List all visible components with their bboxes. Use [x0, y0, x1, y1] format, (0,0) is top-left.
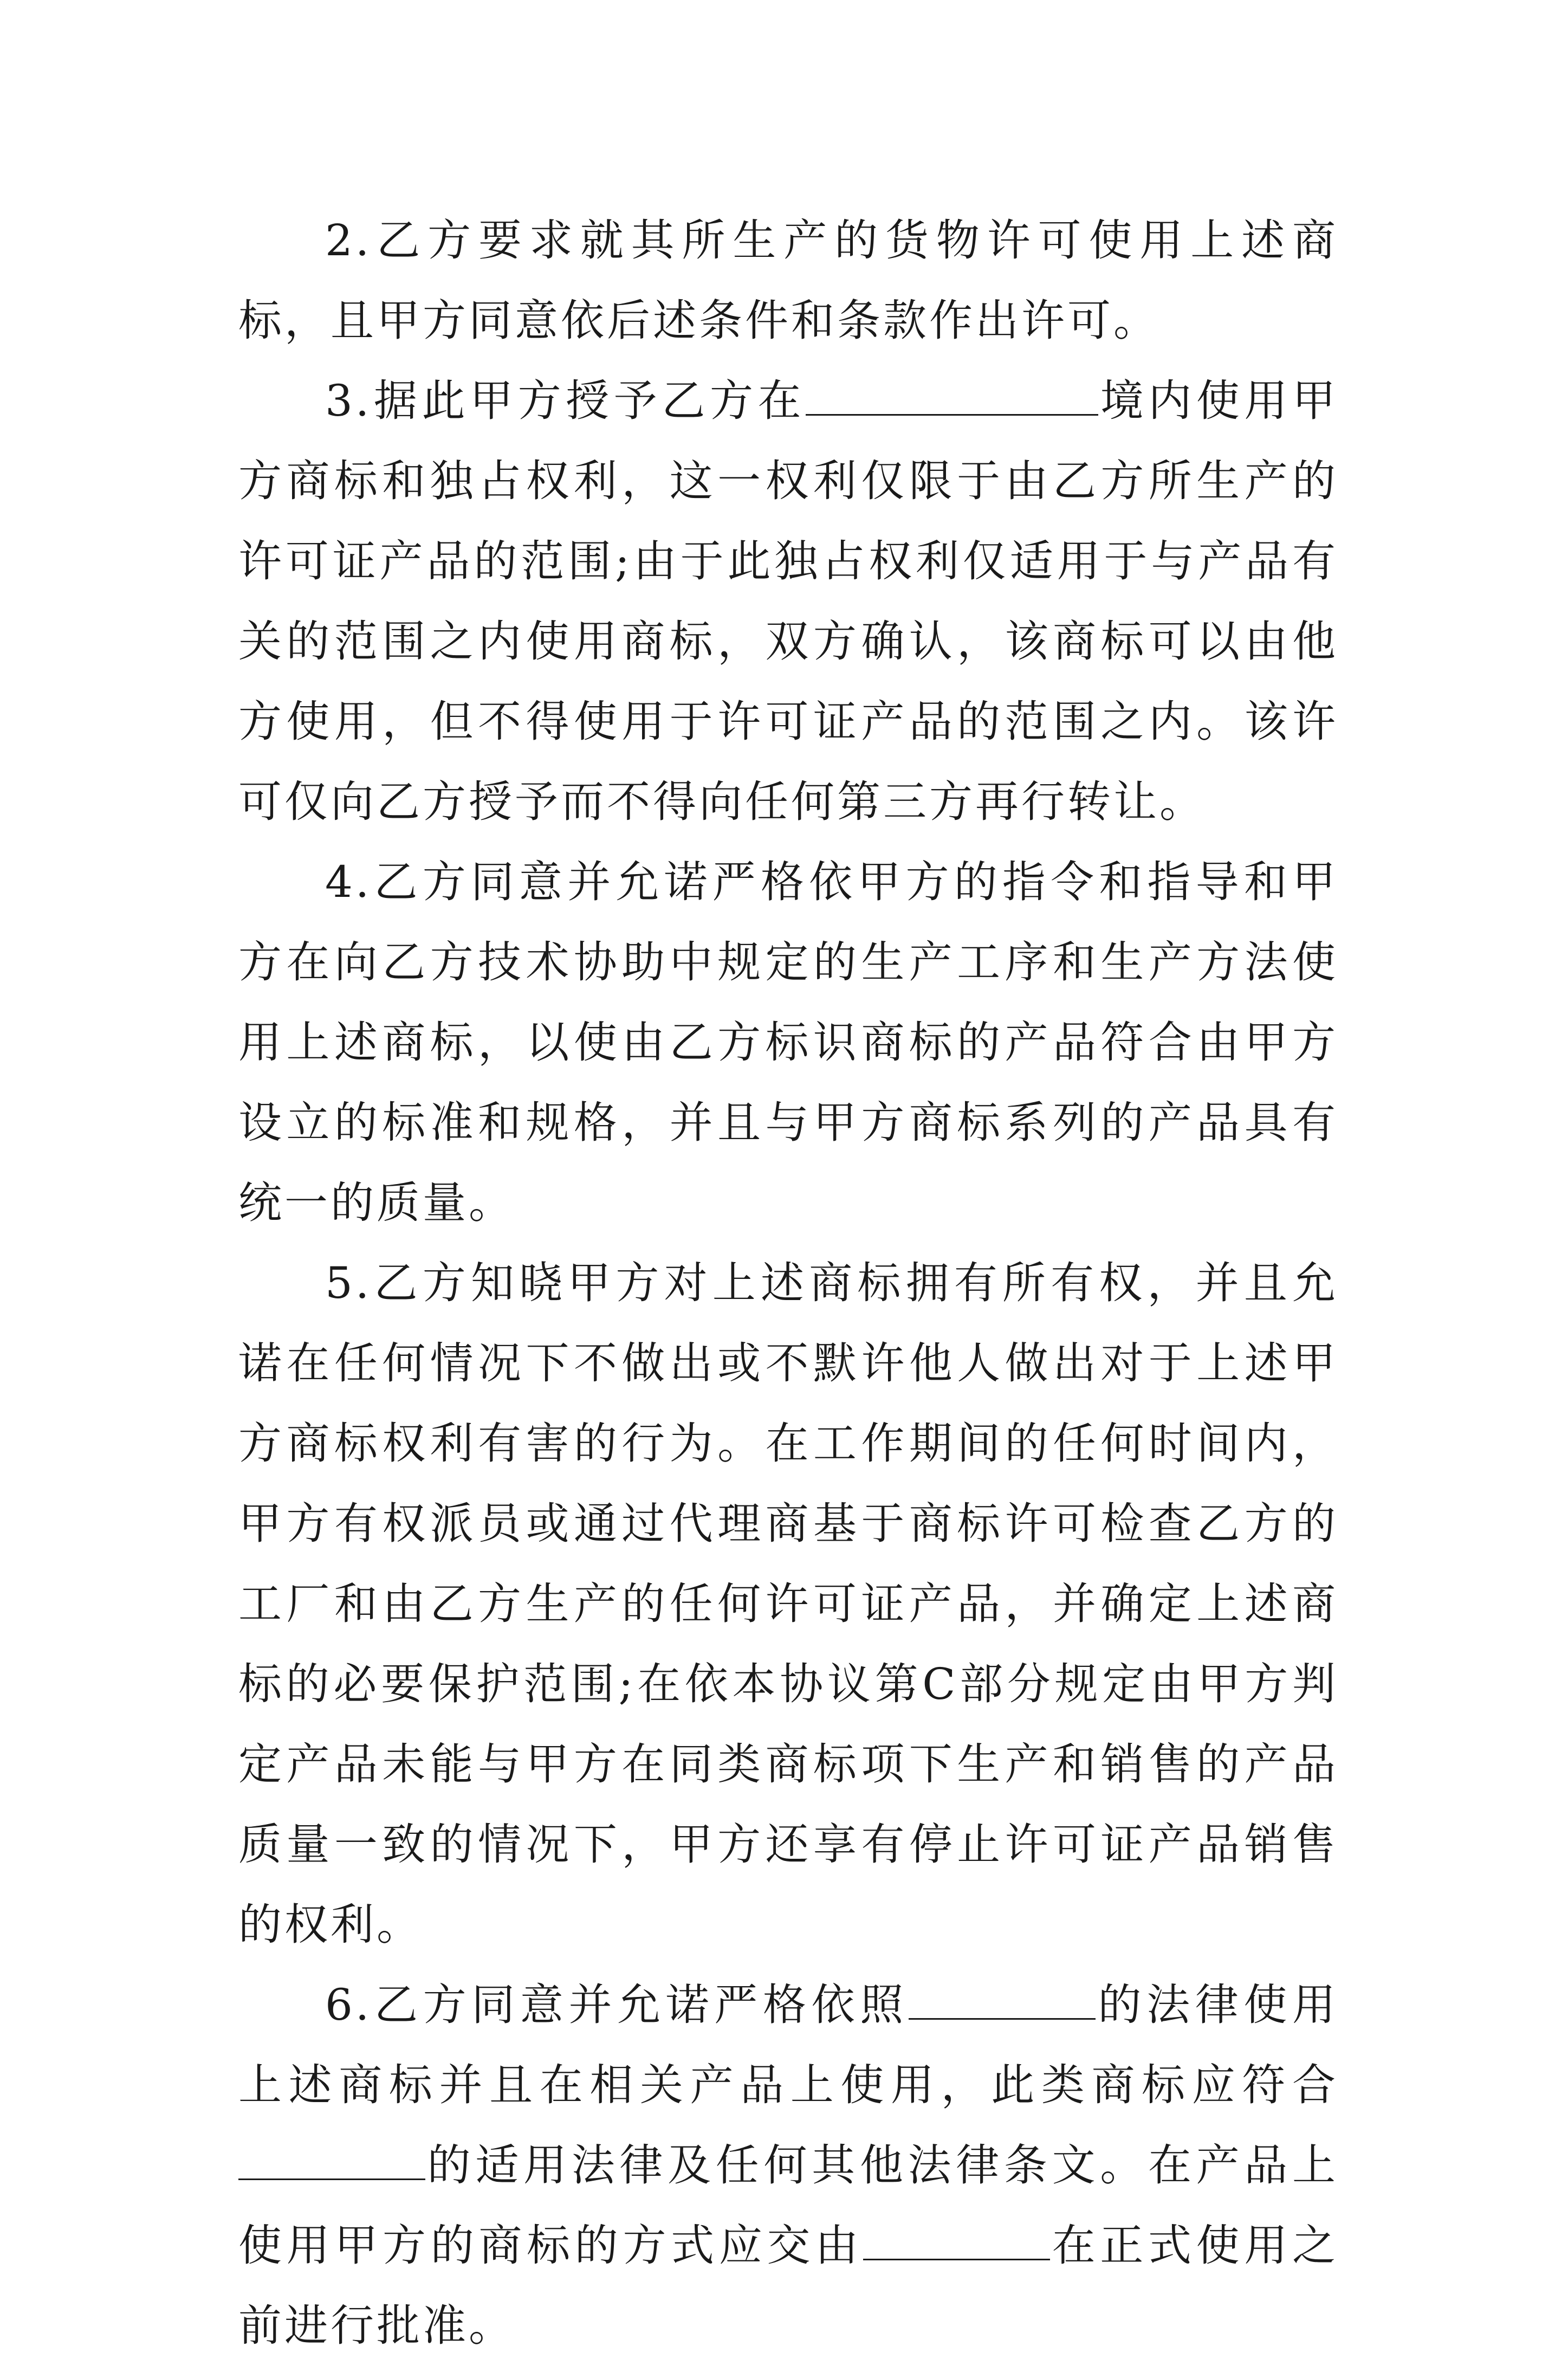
clause-2 — [238, 201, 1338, 361]
clause-6-text-part3: 的适用法律及任何其他法律条文。在产品上使用甲方的商标的方式应交由 — [238, 2140, 1338, 2271]
clause-6-text-part4: 在正式使用之前进行批准。 — [238, 2220, 1339, 2351]
clause-6 — [238, 1965, 1338, 2366]
clause-6-text-part2: 的法律使用上述商标并且在相关产品上使用，此类商标应符合 — [238, 1980, 1339, 2110]
clause-4-text: 4.乙方同意并允诺严格依甲方的指令和指导和甲方在向乙方技术协助中规定的生产工序和生产方法使用上述商标，以使由乙方标识商标的产品符合由甲方设立的标准和规格，并且与甲方商标系列的产品具有统一的质量。 — [238, 857, 1338, 1228]
clause-3-text-before: 3.据此甲方授予乙方在 — [325, 376, 806, 426]
clause-5-text: 5.乙方知晓甲方对上述商标拥有所有权，并且允诺在任何情况下不做出或不默许他人做出对于上述甲方商标权利有害的行为。在工作期间的任何时间内，甲方有权派员或通过代理商基于商标许可检查乙方的工厂和由乙方生产的任何许可证产品，并确定上述商标的必要保护范围;在依本协议第C部分规定由甲方判定产品未能与甲方在同类商标项下生产和销售的产品质量一致的情况下，甲方还享有停止许可证产品销售的权利。 — [238, 1258, 1338, 1950]
clause-5 — [238, 1243, 1338, 1965]
territory-blank — [806, 375, 1098, 416]
clause-3 — [238, 361, 1338, 842]
approver-blank — [863, 2220, 1050, 2260]
clause-3-text-after: 境内使用甲方商标和独占权利，这一权利仅限于由乙方所生产的许可证产品的范围;由于此独占权利仅适用于与产品有关的范围之内使用商标，双方确认，该商标可以由他方使用，但不得使用于许可证产品的范围之内。该许可仅向乙方授予而不得向任何第三方再行转让。 — [238, 376, 1338, 827]
clause-6-text-part1: 6.乙方同意并允诺严格依照 — [325, 1980, 909, 2030]
clause-4 — [238, 842, 1338, 1243]
document-page — [238, 201, 1338, 2366]
jurisdiction-law-blank — [909, 1979, 1096, 2020]
clause-2-text: 2.乙方要求就其所生产的货物许可使用上述商标，且甲方同意依后述条件和条款作出许可。 — [238, 215, 1338, 346]
applicable-law-blank — [238, 2139, 425, 2180]
